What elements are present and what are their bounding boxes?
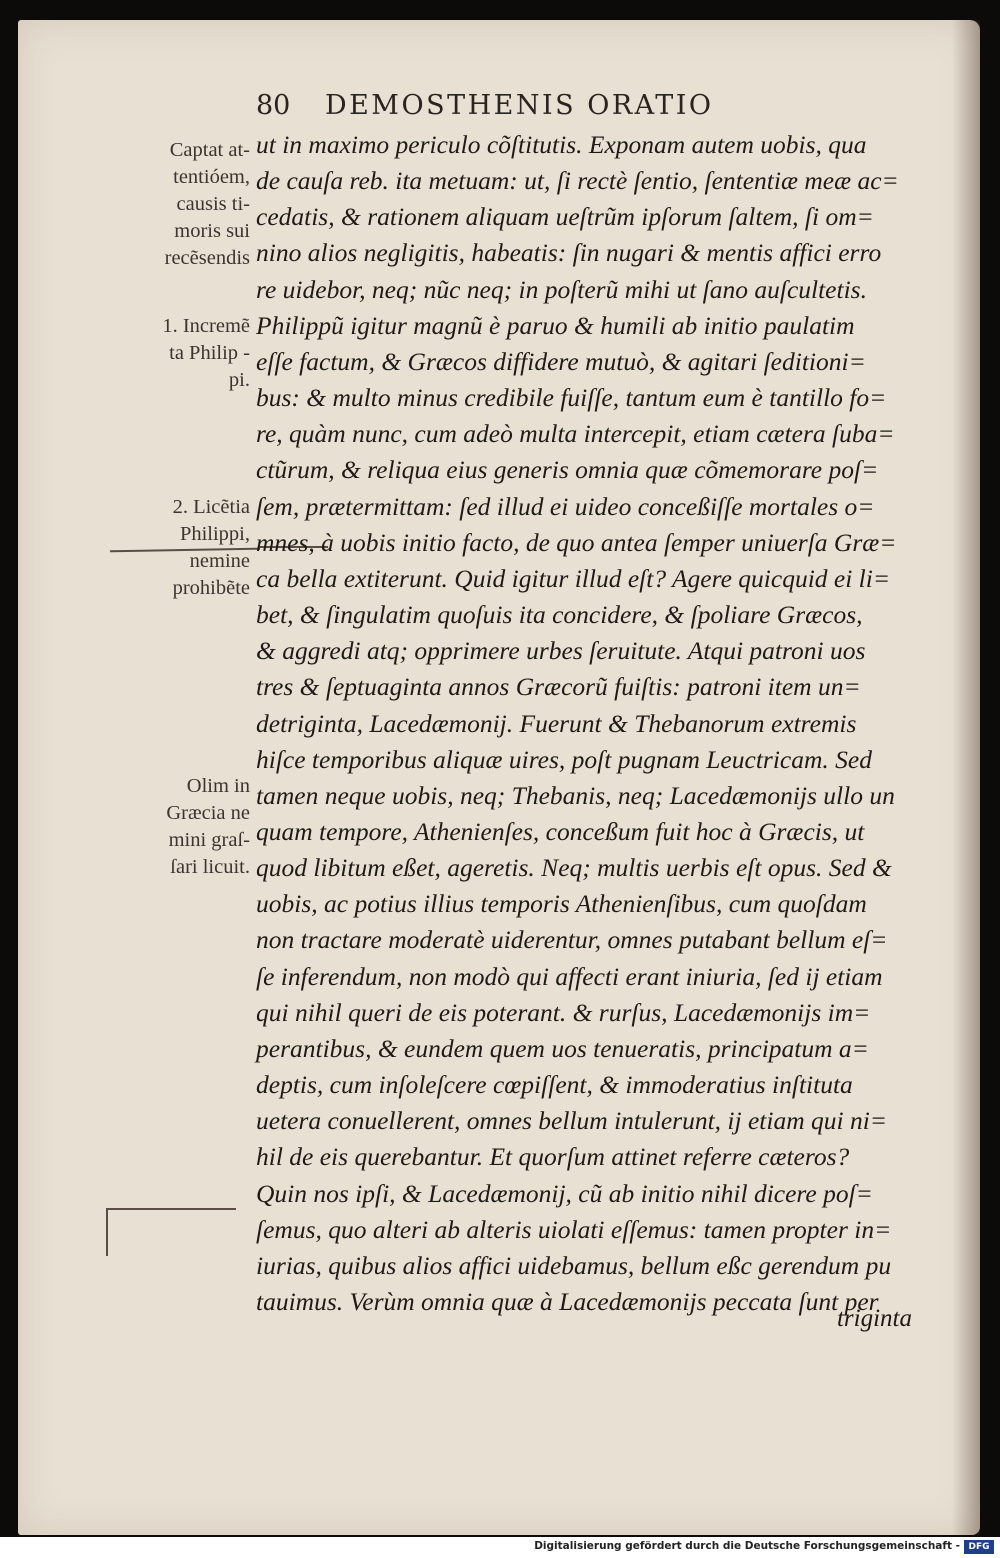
body-line: quam tempore, Athenienſes, conceßum fuit hoc à Græcis, ut xyxy=(256,816,865,846)
body-line: re, quàm nunc, cum adeò multa intercepit, etiam cætera ſuba= xyxy=(256,419,895,449)
body-line: qui nihil queri de eis poterant. & rurſus, Lacedæmonijs im= xyxy=(256,997,871,1027)
body-line: hiſce temporibus aliquæ uires, poſt pugnam Leuctricam. Sed xyxy=(256,744,872,774)
handwritten-mark xyxy=(106,1208,236,1210)
body-line: iurias, quibus alios affici uidebamus, bellum eßc gerendum pu xyxy=(256,1250,892,1280)
body-line: eſſe factum, & Græcos diffidere mutuò, & agitari ſeditioni= xyxy=(256,346,866,376)
margin-note-line: Græcia ne xyxy=(166,802,250,824)
body-line: hil de eis querebantur. Et quorſum attinet referre cæteros? xyxy=(256,1142,850,1172)
margin-note-line: Olim in xyxy=(186,775,250,797)
handwritten-mark xyxy=(106,1208,108,1256)
catchword: triginta xyxy=(836,1305,912,1332)
body-line: tres & ſeptuaginta annos Græcorũ fuiſtis: patroni item un= xyxy=(256,672,861,702)
margin-note-line: pi. xyxy=(228,369,250,391)
body-line: uobis, ac potius illius temporis Athenienſibus, cum quoſdam xyxy=(256,889,867,919)
body-line: tamen neque uobis, neq; Thebanis, neq; Lacedæmonijs ullo un xyxy=(256,780,895,810)
body-line: ſe inferendum, non modò qui affecti erant iniuria, ſed ij etiam xyxy=(256,961,883,991)
margin-note-line: 2. Licẽtia xyxy=(172,496,250,518)
body-line: ctũrum, & reliqua eius generis omnia quæ cõmemorare poſ= xyxy=(256,455,879,485)
margin-note-line: causis ti- xyxy=(176,193,250,215)
margin-note-line: nemine xyxy=(189,550,250,572)
body-line: quod libitum eßet, ageretis. Neq; multis uerbis eſt opus. Sed & xyxy=(256,853,892,883)
margin-note-line: ſari licuit. xyxy=(170,856,250,878)
margin-note-2 xyxy=(128,313,250,394)
page-spine-shadow xyxy=(952,20,980,1535)
margin-note-line: Philippi, xyxy=(179,523,250,545)
margin-note-4 xyxy=(128,773,250,881)
body-line: ca bella extiterunt. Quid igitur illud eſt? Agere quicquid ei li= xyxy=(256,563,891,593)
margin-note-line: recẽsendis xyxy=(164,247,250,269)
body-line: de cauſa reb. ita metuam: ut, ſi rectè ſentio, ſententiæ meæ ac= xyxy=(256,166,899,196)
body-line: bet, & ſingulatim quoſuis ita concidere, & ſpoliare Græcos, xyxy=(256,600,863,630)
body-line: re uidebor, neq; nũc neq; in poſterũ mihi ut ſano auſcultetis. xyxy=(256,274,867,304)
margin-note-line: tentióem, xyxy=(173,166,250,188)
body-line: mnes, à uobis initio facto, de quo antea ſemper uniuerſa Græ= xyxy=(256,527,897,557)
margin-note-line: ta Philip - xyxy=(169,342,250,364)
body-line: & aggredi atq; opprimere urbes ſeruitute. Atqui patroni uos xyxy=(256,636,866,666)
digitization-footer xyxy=(0,1537,1000,1558)
page-header xyxy=(256,90,714,121)
body-line: bus: & multo minus credibile fuiſſe, tantum eum è tantillo fo= xyxy=(256,383,887,413)
page-number: 80 xyxy=(256,90,291,121)
body-line: nino alios negligitis, habeatis: ſin nugari & mentis affici erro xyxy=(256,238,882,268)
body-text xyxy=(256,127,926,1320)
body-line: Philippũ igitur magnũ è paruo & humili ab initio paulatim xyxy=(256,310,855,340)
margin-note-line: 1. Incremẽ xyxy=(162,315,250,337)
body-line: deptis, cum inſoleſcere cœpiſſent, & immoderatius inſtituta xyxy=(256,1070,853,1100)
margin-note-line: prohibẽte xyxy=(172,577,250,599)
dfg-logo: DFG xyxy=(964,1540,994,1554)
running-title: DEMOSTHENIS ORATIO xyxy=(324,90,714,121)
body-line: cedatis, & rationem aliquam ueſtrũm ipſorum ſaltem, ſi om= xyxy=(256,202,874,232)
body-line: ut in maximo periculo cõſtitutis. Exponam autem uobis, qua xyxy=(256,130,867,159)
body-line: non tractare moderatè uiderentur, omnes putabant bellum eſ= xyxy=(256,925,888,955)
body-line: perantibus, & eundem quem uos tenueratis, principatum a= xyxy=(256,1033,869,1063)
margin-note-line: mini graſ- xyxy=(168,829,250,851)
body-line: uetera conuellerent, omnes bellum intulerunt, ij etiam qui ni= xyxy=(256,1106,887,1136)
margin-note-line: moris sui xyxy=(174,220,250,242)
footer-credit: Digitalisierung gefördert durch die Deutsche Forschungsgemeinschaft - xyxy=(534,1540,960,1552)
margin-note-line: Captat at- xyxy=(169,139,250,161)
body-line: tauimus. Verùm omnia quæ à Lacedæmonijs peccata ſunt per xyxy=(256,1287,879,1316)
body-line: ſem, prætermittam: ſed illud ei uideo conceßiſſe mortales o= xyxy=(256,491,875,521)
margin-note-1 xyxy=(128,137,250,272)
body-line: detriginta, Lacedæmonij. Fuerunt & Thebanorum extremis xyxy=(256,708,857,738)
body-line: Quin nos ipſi, & Lacedæmonij, cũ ab initio nihil dicere poſ= xyxy=(256,1178,873,1208)
body-line: ſemus, quo alteri ab alteris uiolati eſſemus: tamen propter in= xyxy=(256,1214,892,1244)
